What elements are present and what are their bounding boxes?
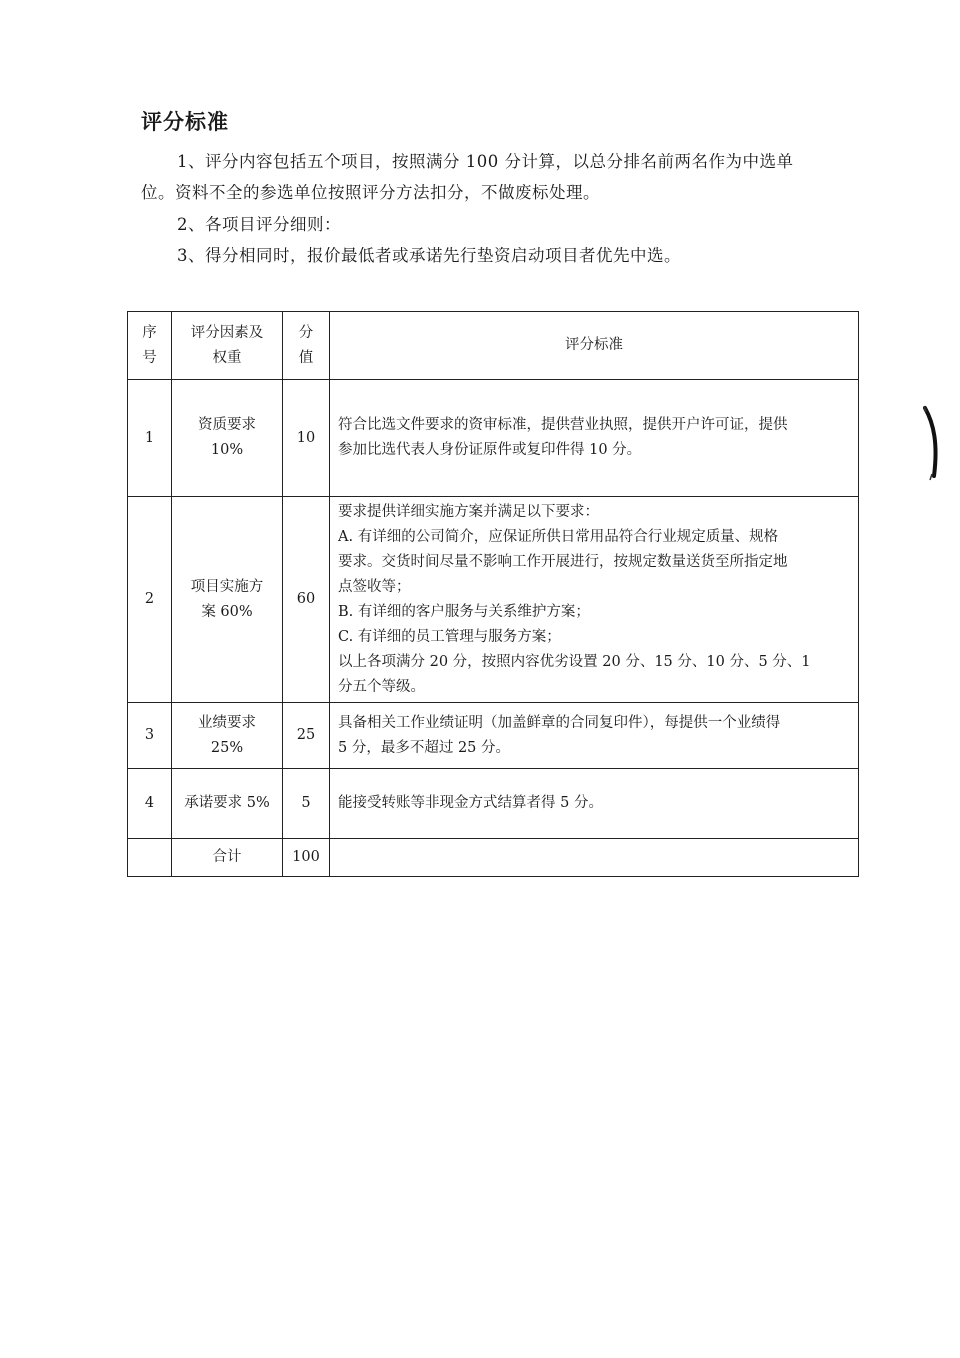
- row-no: 1: [128, 380, 172, 497]
- paragraph-3: 3、得分相同时，报价最低者或承诺先行垫资启动项目者优先中选。: [177, 246, 681, 265]
- row-no: 3: [128, 703, 172, 769]
- criteria-line: 具备相关工作业绩证明（加盖鲜章的合同复印件），每提供一个业绩得: [338, 714, 781, 731]
- criteria-line: 以上各项满分 20 分，按照内容优劣设置 20 分、15 分、10 分、5 分、1: [338, 653, 811, 670]
- table-total-row: [128, 839, 859, 877]
- criteria-line: 5 分，最多不超过 25 分。: [338, 739, 511, 756]
- row-factor: 承诺要求 5%: [172, 769, 283, 839]
- row-criteria: [330, 769, 859, 839]
- row-criteria: [330, 497, 859, 703]
- row-score: 25: [283, 703, 330, 769]
- header-criteria: 评分标准: [330, 312, 859, 380]
- paragraph-2: 2、各项目评分细则：: [177, 215, 341, 234]
- criteria-line: 能接受转账等非现金方式结算者得 5 分。: [338, 795, 603, 811]
- table-row: [128, 380, 859, 497]
- criteria-line: C. 有详细的员工管理与服务方案；: [338, 628, 561, 645]
- row-factor-line2: 25%: [210, 739, 244, 756]
- row-criteria: [330, 380, 859, 497]
- row-no: 4: [128, 769, 172, 839]
- row-factor: [172, 380, 283, 497]
- paragraph-1: 1、评分内容包括五个项目，按照满分 100 分计算，以总分排名前两名作为中选单位。资料不全的参选单位按照评分方法扣分，不做废标处理。: [141, 152, 794, 202]
- row-score: 5: [283, 769, 330, 839]
- row-criteria: [330, 703, 859, 769]
- header-no: [128, 312, 172, 380]
- criteria-line: 要求。交货时间尽量不影响工作开展进行，按规定数量送货至所指定地: [338, 553, 788, 570]
- table-header-row: [128, 312, 859, 380]
- total-label: 合计: [172, 839, 283, 877]
- criteria-line: 分五个等级。: [338, 678, 425, 695]
- table-row: [128, 497, 859, 703]
- table-row: [128, 703, 859, 769]
- header-score: [283, 312, 330, 380]
- row-factor-line1: 资质要求: [198, 417, 256, 433]
- row-no: 2: [128, 497, 172, 703]
- total-score: 100: [283, 839, 330, 877]
- binding-mark-icon: [916, 404, 946, 482]
- criteria-line: 参加比选代表人身份证原件或复印件得 10 分。: [338, 442, 642, 458]
- total-no: [128, 839, 172, 877]
- row-factor-line1: 项目实施方: [190, 578, 264, 595]
- header-score-line2: 值: [298, 349, 314, 366]
- header-factor-line2: 权重: [212, 349, 242, 366]
- row-score: 10: [283, 380, 330, 497]
- criteria-line: B. 有详细的客户服务与关系维护方案；: [338, 603, 590, 620]
- row-factor-line1: 业绩要求: [198, 714, 256, 731]
- row-factor-line2: 案 60%: [201, 603, 253, 620]
- header-factor: [172, 312, 283, 380]
- criteria-line: A. 有详细的公司简介，应保证所供日常用品符合行业规定质量、规格: [338, 528, 779, 545]
- criteria-line: 点签收等；: [338, 578, 411, 595]
- document-title: 评分标准: [141, 110, 229, 134]
- header-score-line1: 分: [298, 324, 314, 341]
- scoring-table: [127, 311, 859, 877]
- criteria-line: 要求提供详细实施方案并满足以下要求：: [338, 503, 599, 520]
- total-criteria: [330, 839, 859, 877]
- header-no-line1: 序: [142, 324, 157, 341]
- criteria-line: 符合比选文件要求的资审标准，提供营业执照，提供开户许可证，提供: [338, 417, 788, 433]
- row-score: 60: [283, 497, 330, 703]
- row-factor-line2: 10%: [210, 442, 244, 458]
- row-factor: [172, 703, 283, 769]
- header-factor-line1: 评分因素及: [190, 324, 264, 341]
- header-no-line2: 号: [142, 349, 157, 366]
- row-factor: [172, 497, 283, 703]
- table-row: [128, 769, 859, 839]
